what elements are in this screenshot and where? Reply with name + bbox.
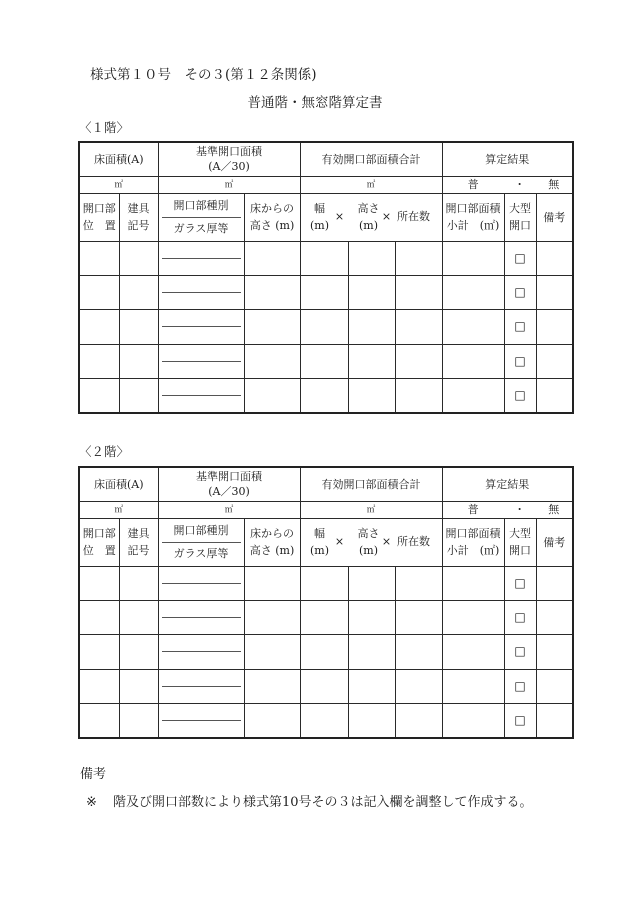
- remarks-cell: [536, 669, 573, 703]
- area-subtotal-cell: [442, 344, 504, 378]
- standard-opening-area-formula: (A／30): [208, 485, 250, 499]
- floor-area-header: [79, 467, 158, 501]
- opening-type-split: [159, 278, 244, 308]
- table-row: [79, 379, 573, 413]
- effective-opening-area-value-cell: [300, 501, 442, 518]
- width-cell: [300, 566, 348, 600]
- height-from-floor-label-2: 高さ (m): [249, 219, 295, 232]
- glass-thickness-value: [159, 618, 244, 633]
- calculation-result-label: 算定結果: [485, 152, 530, 166]
- area-subtotal-cell: [442, 379, 504, 413]
- calculation-result-header: [442, 142, 573, 176]
- opening-position-cell: [79, 241, 119, 275]
- remarks-header: [536, 518, 573, 566]
- glass-thickness-value: [159, 721, 244, 736]
- large-opening-cell: [504, 669, 536, 703]
- count-cell: [395, 241, 442, 275]
- opening-type-cell: [158, 344, 244, 378]
- opening-position-label-2: 位 置: [82, 219, 116, 232]
- standard-opening-area-unit: ㎡: [224, 180, 234, 190]
- result-windowless-option: 無: [548, 177, 560, 191]
- effective-opening-area-unit: ㎡: [366, 180, 376, 190]
- remarks-cell: [536, 704, 573, 738]
- result-windowless-option: 無: [548, 502, 560, 516]
- large-opening-label-2: 開口: [509, 219, 532, 232]
- fixture-code-label-1: 建具: [127, 527, 150, 540]
- opening-type-value: [162, 278, 241, 294]
- opening-position-label-1: 開口部: [82, 202, 116, 215]
- area-subtotal-label-2: 小計 (㎡): [446, 219, 500, 232]
- area-subtotal-label-2: 小計 (㎡): [446, 544, 500, 557]
- area-subtotal-cell: [442, 600, 504, 634]
- large-opening-header: [504, 518, 536, 566]
- dimensions-header: [300, 518, 442, 566]
- width-cell: [300, 275, 348, 309]
- opening-type-split: [159, 671, 244, 701]
- column-header-row: [79, 518, 573, 566]
- large-opening-label-1: 大型: [509, 202, 532, 215]
- summary-value-row: [79, 176, 573, 193]
- floor-label-2: 〈２階〉: [79, 444, 130, 459]
- summary-header-row: [79, 467, 573, 501]
- checkbox-icon: □: [514, 678, 526, 693]
- opening-type-value: [162, 671, 241, 687]
- opening-type-cell: [158, 275, 244, 309]
- multiply-sign: ×: [334, 210, 345, 223]
- floor-area-header: [79, 142, 158, 176]
- count-cell: [395, 600, 442, 634]
- table-row: [79, 635, 573, 669]
- opening-type-cell: [158, 310, 244, 344]
- calculation-table-floor-1: [78, 141, 574, 414]
- height-from-floor-cell: [244, 344, 300, 378]
- effective-opening-area-unit: ㎡: [366, 505, 376, 515]
- remarks-cell: [536, 635, 573, 669]
- opening-type-cell: [158, 635, 244, 669]
- table-row: [79, 669, 573, 703]
- height-unit: (m): [358, 544, 378, 557]
- standard-opening-area-unit: ㎡: [224, 505, 234, 515]
- width-label: 幅: [313, 202, 325, 215]
- opening-type-split: [159, 568, 244, 598]
- opening-position-cell: [79, 600, 119, 634]
- area-subtotal-cell: [442, 635, 504, 669]
- result-choices: [443, 503, 573, 517]
- width-cell: [300, 344, 348, 378]
- table-container-floor-2: [78, 466, 574, 739]
- calculation-table-floor-2: [78, 466, 574, 739]
- width-cell: [300, 600, 348, 634]
- area-subtotal-cell: [442, 241, 504, 275]
- count-cell: [395, 379, 442, 413]
- dimensions-header: [300, 193, 442, 241]
- opening-type-header: [158, 518, 244, 566]
- multiply-sign: ×: [334, 535, 345, 548]
- fixture-code-cell: [119, 275, 158, 309]
- floor-area-label: 床面積(A): [93, 152, 144, 166]
- fixture-code-cell: [119, 310, 158, 344]
- opening-type-cell: [158, 704, 244, 738]
- notes-heading: 備考: [80, 767, 107, 782]
- height-cell: [348, 310, 395, 344]
- opening-type-header-split: [159, 195, 244, 239]
- opening-position-header: [79, 193, 119, 241]
- opening-type-cell: [158, 241, 244, 275]
- table-container-floor-1: [78, 141, 574, 414]
- fixture-code-cell: [119, 600, 158, 634]
- multiply-sign: ×: [381, 535, 392, 548]
- height-from-floor-cell: [244, 379, 300, 413]
- note-text: 階及び開口部数により様式第10号その３は記入欄を調整して作成する。: [113, 795, 533, 810]
- result-separator: ・: [514, 177, 526, 191]
- height-cell: [348, 241, 395, 275]
- fixture-code-cell: [119, 635, 158, 669]
- width-cell: [300, 241, 348, 275]
- standard-opening-area-header: [158, 467, 300, 501]
- calculation-result-value-cell: [442, 501, 573, 518]
- opening-position-cell: [79, 635, 119, 669]
- width-label-group: [310, 525, 329, 559]
- opening-type-split: [159, 346, 244, 376]
- fixture-code-label-1: 建具: [127, 202, 150, 215]
- width-label: 幅: [313, 527, 325, 540]
- large-opening-cell: [504, 344, 536, 378]
- large-opening-cell: [504, 275, 536, 309]
- area-subtotal-cell: [442, 704, 504, 738]
- glass-thickness-value: [159, 584, 244, 599]
- remarks-label: 備考: [543, 535, 566, 549]
- standard-opening-area-label: 基準開口面積: [196, 145, 262, 159]
- result-normal-option: 普: [467, 502, 479, 516]
- height-cell: [348, 379, 395, 413]
- height-cell: [348, 344, 395, 378]
- height-cell: [348, 600, 395, 634]
- fixture-code-label-2: 記号: [127, 219, 150, 232]
- width-label-group: [310, 200, 329, 234]
- floor-area-unit: ㎡: [114, 505, 123, 515]
- opening-type-label: 開口部種別: [162, 195, 241, 218]
- fixture-code-header: [119, 518, 158, 566]
- opening-type-cell: [158, 600, 244, 634]
- remarks-cell: [536, 379, 573, 413]
- table-row: [79, 566, 573, 600]
- opening-type-value: [162, 346, 241, 362]
- width-cell: [300, 704, 348, 738]
- effective-opening-area-label: 有効開口部面積合計: [321, 152, 421, 166]
- height-label-group: [358, 525, 380, 559]
- fixture-code-cell: [119, 669, 158, 703]
- checkbox-icon: □: [514, 575, 526, 590]
- standard-opening-area-formula: (A／30): [208, 160, 250, 174]
- large-opening-cell: [504, 566, 536, 600]
- effective-opening-area-header: [300, 142, 442, 176]
- count-cell: [395, 566, 442, 600]
- area-subtotal-label-1: 開口部面積: [445, 527, 501, 540]
- opening-type-cell: [158, 566, 244, 600]
- height-cell: [348, 275, 395, 309]
- opening-type-value: [162, 603, 241, 619]
- remarks-cell: [536, 344, 573, 378]
- height-cell: [348, 704, 395, 738]
- fixture-code-label-2: 記号: [127, 544, 150, 557]
- remarks-cell: [536, 241, 573, 275]
- opening-type-split: [159, 312, 244, 342]
- floor-area-unit: ㎡: [114, 180, 123, 190]
- opening-position-cell: [79, 310, 119, 344]
- remarks-cell: [536, 600, 573, 634]
- fixture-code-cell: [119, 704, 158, 738]
- large-opening-label-2: 開口: [509, 544, 532, 557]
- count-cell: [395, 669, 442, 703]
- opening-type-split: [159, 637, 244, 667]
- opening-position-cell: [79, 566, 119, 600]
- checkbox-icon: □: [514, 353, 526, 368]
- glass-thickness-value: [159, 327, 244, 342]
- area-subtotal-cell: [442, 310, 504, 344]
- fixture-code-cell: [119, 566, 158, 600]
- checkbox-icon: □: [514, 388, 526, 402]
- height-from-floor-cell: [244, 704, 300, 738]
- opening-type-value: [162, 312, 241, 328]
- opening-type-value: [162, 381, 241, 397]
- remarks-header: [536, 193, 573, 241]
- remarks-cell: [536, 566, 573, 600]
- width-cell: [300, 635, 348, 669]
- calculation-result-value-cell: [442, 176, 573, 193]
- opening-type-split: [159, 603, 244, 633]
- dimensions-formula: [301, 519, 442, 565]
- opening-position-cell: [79, 669, 119, 703]
- summary-value-row: [79, 501, 573, 518]
- opening-type-value: [162, 568, 241, 584]
- large-opening-label-1: 大型: [509, 527, 532, 540]
- large-opening-cell: [504, 600, 536, 634]
- height-from-floor-header: [244, 193, 300, 241]
- height-from-floor-header: [244, 518, 300, 566]
- table-row: [79, 310, 573, 344]
- height-from-floor-label-1: 床からの: [250, 202, 294, 215]
- area-subtotal-cell: [442, 275, 504, 309]
- result-separator: ・: [514, 502, 526, 516]
- area-subtotal-cell: [442, 566, 504, 600]
- opening-position-cell: [79, 344, 119, 378]
- multiply-sign: ×: [381, 210, 392, 223]
- opening-position-cell: [79, 379, 119, 413]
- page-title: 普通階・無窓階算定書: [247, 95, 383, 111]
- large-opening-cell: [504, 310, 536, 344]
- width-cell: [300, 669, 348, 703]
- opening-position-cell: [79, 275, 119, 309]
- glass-thickness-value: [159, 396, 244, 411]
- large-opening-cell: [504, 635, 536, 669]
- glass-thickness-value: [159, 259, 244, 274]
- standard-opening-area-value-cell: [158, 176, 300, 193]
- standard-opening-area-label: 基準開口面積: [196, 470, 262, 484]
- width-cell: [300, 379, 348, 413]
- width-unit: (m): [309, 544, 330, 557]
- checkbox-icon: □: [514, 319, 526, 334]
- effective-opening-area-label: 有効開口部面積合計: [321, 477, 421, 491]
- glass-thickness-label: ガラス厚等: [173, 221, 229, 235]
- opening-type-value: [162, 243, 241, 259]
- count-cell: [395, 635, 442, 669]
- glass-thickness-value: [159, 293, 244, 308]
- floor-area-label: 床面積(A): [93, 477, 144, 491]
- fixture-code-header: [119, 193, 158, 241]
- calculation-result-label: 算定結果: [485, 477, 530, 491]
- area-subtotal-header: [442, 193, 504, 241]
- height-from-floor-cell: [244, 635, 300, 669]
- height-from-floor-cell: [244, 241, 300, 275]
- column-header-row: [79, 193, 573, 241]
- height-from-floor-label-2: 高さ (m): [249, 544, 295, 557]
- form-number: 様式第１０号 その３(第１２条関係): [90, 67, 317, 83]
- opening-type-label: 開口部種別: [162, 520, 241, 543]
- height-from-floor-cell: [244, 600, 300, 634]
- height-unit: (m): [358, 219, 378, 232]
- effective-opening-area-value-cell: [300, 176, 442, 193]
- width-unit: (m): [309, 219, 330, 232]
- height-from-floor-cell: [244, 275, 300, 309]
- count-label: 所在数: [397, 535, 430, 548]
- glass-thickness-value: [159, 652, 244, 667]
- result-normal-option: 普: [467, 177, 479, 191]
- count-cell: [395, 704, 442, 738]
- checkbox-icon: □: [514, 610, 526, 625]
- glass-thickness-value: [159, 362, 244, 377]
- height-from-floor-cell: [244, 310, 300, 344]
- large-opening-cell: [504, 241, 536, 275]
- fixture-code-cell: [119, 379, 158, 413]
- opening-type-header: [158, 193, 244, 241]
- note-mark: ※: [86, 795, 97, 810]
- table-row: [79, 344, 573, 378]
- opening-type-cell: [158, 379, 244, 413]
- area-subtotal-header: [442, 518, 504, 566]
- area-subtotal-cell: [442, 669, 504, 703]
- count-cell: [395, 275, 442, 309]
- checkbox-icon: □: [514, 644, 526, 659]
- standard-opening-area-value-cell: [158, 501, 300, 518]
- height-cell: [348, 635, 395, 669]
- area-subtotal-label-1: 開口部面積: [445, 202, 501, 215]
- table-row: [79, 275, 573, 309]
- height-cell: [348, 566, 395, 600]
- height-from-floor-cell: [244, 566, 300, 600]
- glass-thickness-label: ガラス厚等: [173, 546, 229, 560]
- opening-position-label-1: 開口部: [82, 527, 116, 540]
- remarks-label: 備考: [543, 210, 566, 224]
- checkbox-icon: □: [514, 713, 526, 727]
- width-cell: [300, 310, 348, 344]
- table-row: [79, 704, 573, 738]
- opening-position-cell: [79, 704, 119, 738]
- floor-area-value-cell: [79, 176, 158, 193]
- glass-thickness-value: [159, 687, 244, 702]
- opening-type-split: [159, 706, 244, 736]
- dimensions-formula: [301, 194, 442, 240]
- opening-type-split: [159, 243, 244, 273]
- calculation-result-header: [442, 467, 573, 501]
- table-row: [79, 241, 573, 275]
- height-label-group: [358, 200, 380, 234]
- height-cell: [348, 669, 395, 703]
- floor-label-1: 〈１階〉: [79, 120, 130, 135]
- opening-position-label-2: 位 置: [82, 544, 116, 557]
- opening-type-header-split: [159, 520, 244, 564]
- result-choices: [443, 178, 573, 192]
- count-cell: [395, 310, 442, 344]
- large-opening-cell: [504, 704, 536, 738]
- remarks-cell: [536, 310, 573, 344]
- summary-header-row: [79, 142, 573, 176]
- opening-position-header: [79, 518, 119, 566]
- count-cell: [395, 344, 442, 378]
- effective-opening-area-header: [300, 467, 442, 501]
- table-row: [79, 600, 573, 634]
- large-opening-cell: [504, 379, 536, 413]
- checkbox-icon: □: [514, 285, 526, 300]
- standard-opening-area-header: [158, 142, 300, 176]
- large-opening-header: [504, 193, 536, 241]
- opening-type-value: [162, 637, 241, 653]
- remarks-cell: [536, 275, 573, 309]
- checkbox-icon: □: [514, 250, 526, 265]
- height-from-floor-cell: [244, 669, 300, 703]
- fixture-code-cell: [119, 241, 158, 275]
- height-label: 高さ: [357, 527, 380, 540]
- height-from-floor-label-1: 床からの: [250, 527, 294, 540]
- opening-type-split: [159, 381, 244, 411]
- height-label: 高さ: [357, 202, 380, 215]
- opening-type-value: [162, 706, 241, 722]
- fixture-code-cell: [119, 344, 158, 378]
- opening-type-cell: [158, 669, 244, 703]
- floor-area-value-cell: [79, 501, 158, 518]
- count-label: 所在数: [397, 210, 430, 223]
